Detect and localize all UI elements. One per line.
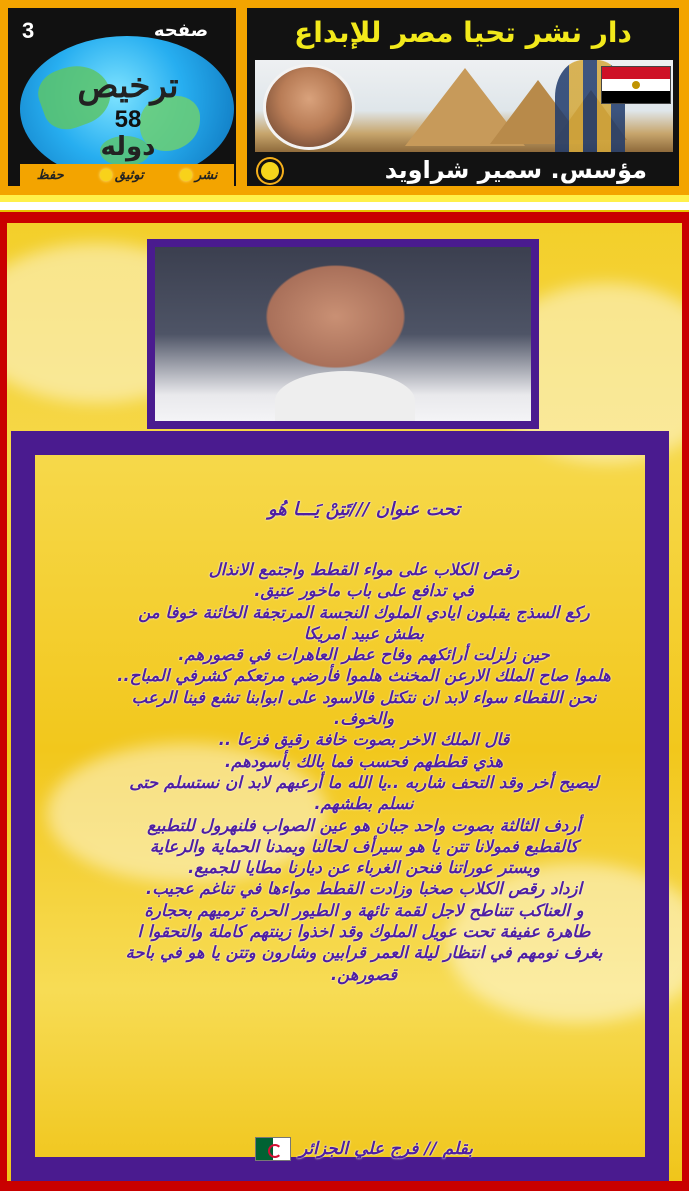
publisher-title: دار نشر تحيا مصر للإبداع <box>294 16 632 49</box>
egypt-flag-icon <box>601 66 671 104</box>
pyramids-scene <box>255 60 673 152</box>
countries-count: 58 <box>114 106 142 133</box>
service-publish: نشر <box>177 168 217 183</box>
poem-line: والخوف. <box>333 709 395 729</box>
services-bar <box>20 164 234 186</box>
poem-line: قال الملك الاخر بصوت خافة رقيق فزعا .. <box>218 730 510 750</box>
article-frame <box>0 212 689 1191</box>
poem-line: بطش عبيد امريكا <box>303 623 425 643</box>
poem-line: طاهرة عفيفة تحت عويل الملوك وقد اخذوا زينتهم كاملة والتحقوا ا <box>137 922 591 942</box>
poem-line: ازداد رقص الكلاب صخبا وزادت القطط مواءها في تناغم عجيب. <box>145 879 583 899</box>
countries-label: دوله <box>100 132 156 162</box>
poem-line: رقص الكلاب على مواء القطط واجتمع الانذال <box>208 560 520 579</box>
poem <box>63 455 665 1157</box>
poem-title: تحت عنوان ///تَتِنْ يَـــا هُو <box>267 499 461 520</box>
license-label: ترخيص <box>77 66 179 106</box>
poem-body <box>63 559 665 985</box>
signature-text: بقلم // فرج علي الجزائر <box>299 1139 473 1159</box>
founder-portrait <box>263 64 355 150</box>
article-canvas <box>7 223 682 1181</box>
poem-line: حين زلزلت أرائكهم وفاح عطر العاهرات في قصورهم. <box>178 645 550 665</box>
page-header <box>0 0 689 195</box>
sun-icon <box>100 169 112 181</box>
license-badge <box>8 8 236 186</box>
service-preserve: حفظ <box>36 167 64 183</box>
poem-line: ركع السذج يقبلون ايادي الملوك النجسة المرتجفة الخائنة خوفا من <box>138 602 590 622</box>
sun-icon <box>261 162 279 180</box>
algeria-flag-icon <box>255 1137 291 1161</box>
divider <box>0 195 689 202</box>
page-number: 3 <box>22 18 35 43</box>
author-photo <box>155 247 531 421</box>
author-photo-frame <box>147 239 539 429</box>
poem-line: و العناكب تتناطح لاجل لقمة تائهة و الطيور الحرة ترميهم بحجارة <box>144 900 584 920</box>
sun-icon <box>180 169 192 181</box>
signature <box>63 1137 665 1161</box>
service-document: توثيق <box>97 168 144 183</box>
poem-line: بغرف نومهم في انتظار ليلة العمر قرابين وشارون وتتن يا هو في باحة <box>125 943 603 963</box>
poem-line: نسلم بطشهم. <box>314 794 414 814</box>
poem-line: ويستر عوراتنا فنحن الغرباء عن ديارنا مطايا للجميع. <box>188 858 540 878</box>
poem-frame <box>11 431 669 1181</box>
poem-line: أردف الثالثة بصوت واحد جبان هو عين الصواب فلنهرول للتطبيع <box>147 815 581 835</box>
founder-label: مؤسس. سمير شراويد <box>384 156 647 184</box>
poem-line: قصورهن. <box>330 964 398 984</box>
divider <box>0 202 689 210</box>
poem-line: في تدافع على باب ماخور عتيق. <box>254 581 474 601</box>
publisher-banner <box>247 8 679 186</box>
poem-line: هذي قططهم فحسب فما بالك بأسودهم. <box>224 751 504 771</box>
poem-line: هلموا صاح الملك الارعن المخنث هلموا فأرضي مرتعكم كشرفي المباح.. <box>117 666 611 686</box>
page-label: صفحه <box>153 20 209 41</box>
poem-line: كالقطيع فمولانا تتن يا هو سيرأف لحالنا ويمدنا الحماية والرعاية <box>149 836 579 856</box>
poem-line: نحن اللقطاء سواء لابد ان نتكتل فالاسود على ابوابنا تشع فينا الرعب <box>131 687 597 707</box>
poem-line: ليصيح أخر وقد التحف شاربه ..يا الله ما أرعبهم لابد ان نستسلم حتى <box>129 772 599 792</box>
